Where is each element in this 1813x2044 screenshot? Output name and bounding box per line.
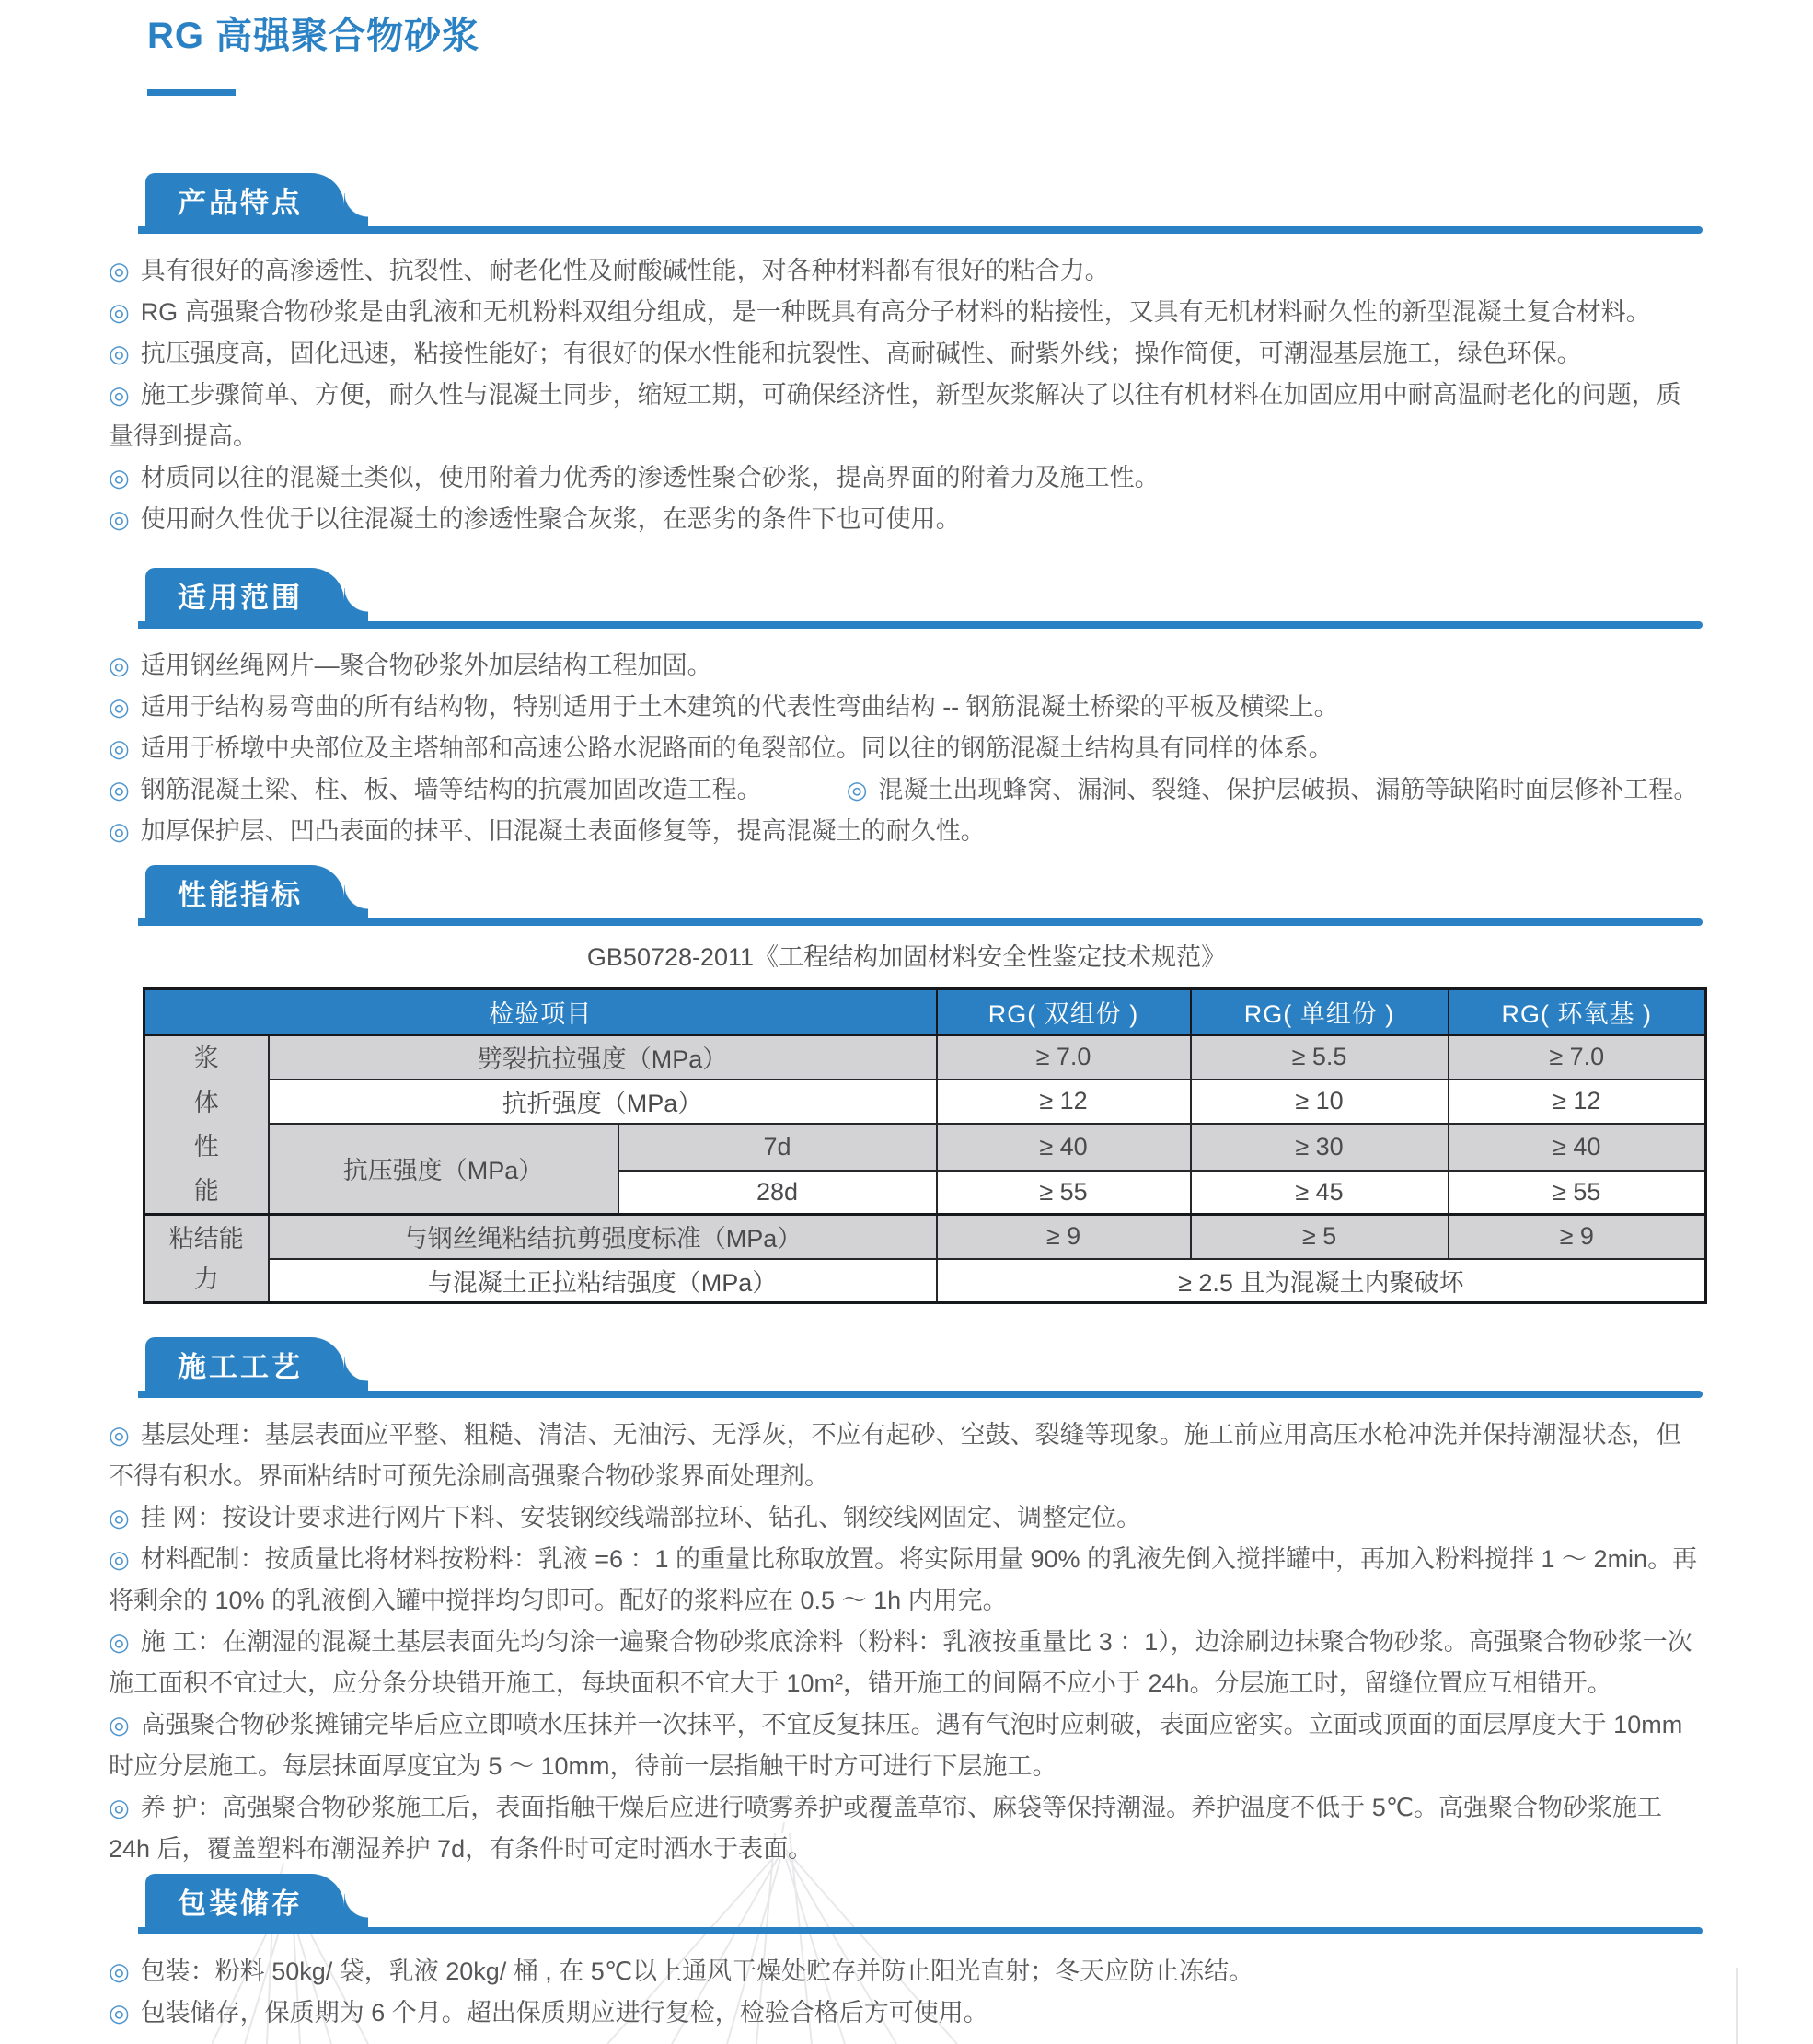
- scope-text: 加厚保护层、凹凸表面的抹平、旧混凝土表面修复等，提高混凝土的耐久性。: [140, 817, 986, 845]
- feature-item: [109, 250, 1704, 292]
- section-performance: [109, 865, 1704, 1304]
- scope-item: [109, 645, 1704, 687]
- table-cell-value: ≥ 7.0: [937, 1035, 1191, 1080]
- process-item: [109, 1787, 1704, 1870]
- process-item: [109, 1415, 1704, 1497]
- table-cell-value: ≥ 30: [1191, 1124, 1449, 1171]
- feature-text: 施工步骤简单、方便，耐久性与混凝土同步，缩短工期，可确保经济性，新型灰浆解决了以往有机材料在加固应用中耐高温耐老化的问题，质量得到提高。: [109, 381, 1681, 450]
- table-cell-value: ≥ 7.0: [1449, 1035, 1706, 1080]
- ring-bullet-icon: ◎: [109, 1957, 130, 1985]
- section-features: [109, 173, 1704, 540]
- section-heading-label: 适用范围: [178, 581, 303, 614]
- ring-bullet-icon: ◎: [109, 693, 130, 721]
- ring-bullet-icon: ◎: [109, 817, 130, 845]
- process-text: 养 护：高强聚合物砂浆施工后，表面指触干燥后应进行喷雾养护或覆盖草帘、麻袋等保持潮湿。养护温度不低于 5℃。高强聚合物砂浆施工 24h 后，覆盖塑料布潮湿养护 7d，有条件时可定时洒水于表面。: [109, 1794, 1663, 1863]
- process-text: 材料配制：按质量比将材料按粉料：乳液 =6 ：1 的重量比称取放置。将实际用量 90% 的乳液先倒入搅拌罐中，再加入粉料搅拌 1 ～ 2min。再将剩余的 10% 的乳液倒入罐中搅拌均匀即可。配好的浆料应在 0.5 ～ 1h 内用完。: [109, 1545, 1698, 1614]
- performance-standard-caption: GB50728-2011《工程结构加固材料安全性鉴定技术规范》: [586, 943, 1227, 971]
- process-item: [109, 1539, 1704, 1622]
- section-heading-label: 包装储存: [178, 1887, 303, 1920]
- section-tab-packaging: [145, 1874, 344, 1927]
- packaging-item: [109, 1951, 1704, 1992]
- table-cell-value: ≥ 5.5: [1191, 1035, 1449, 1080]
- watermark-edge-line: [1736, 1968, 1738, 2044]
- table-header-rgep: RG( 环氧基 ): [1449, 989, 1706, 1035]
- feature-text: RG 高强聚合物砂浆是由乳液和无机粉料双组分组成，是一种既具有高分子材料的粘接性，又具有无机材料耐久性的新型混凝土复合材料。: [140, 298, 1651, 326]
- group-label: 粘结能力: [168, 1224, 244, 1293]
- section-header-process: [109, 1337, 1704, 1398]
- section-tab-process: [145, 1337, 344, 1391]
- scope-text: 适用钢丝绳网片—聚合物砂浆外加层结构工程加固。: [140, 652, 712, 679]
- section-rule: [138, 621, 1703, 629]
- scope-list: [109, 645, 1704, 852]
- process-item: [109, 1622, 1704, 1704]
- process-text: 挂 网：按设计要求进行网片下料、安装钢绞线端部拉环、钻孔、钢绞线网固定、调整定位。: [140, 1504, 1142, 1531]
- ring-bullet-icon: ◎: [109, 298, 130, 326]
- process-text: 基层处理：基层表面应平整、粗糙、清洁、无油污、无浮灰，不应有起砂、空鼓、裂缝等现象。施工前应用高压水枪冲洗并保持潮湿状态，但不得有积水。界面粘结时可预先涂刷高强聚合物砂浆界面处理剂。: [109, 1421, 1681, 1490]
- table-cell-label: 与混凝土正拉粘结强度（MPa）: [269, 1259, 937, 1303]
- section-rule: [138, 226, 1703, 234]
- section-rule: [138, 918, 1703, 926]
- table-cell-label: 抗折强度（MPa）: [269, 1080, 937, 1124]
- table-cell-value: ≥ 40: [1449, 1124, 1706, 1171]
- scope-text: 适用于结构易弯曲的所有结构物，特别适用于土木建筑的代表性弯曲结构 -- 钢筋混凝土桥梁的平板及横梁上。: [140, 693, 1339, 721]
- section-scope: [109, 568, 1704, 852]
- ring-bullet-icon: ◎: [109, 381, 130, 409]
- ring-bullet-icon: ◎: [109, 734, 130, 762]
- table-cell-value: ≥ 5: [1191, 1215, 1449, 1259]
- table-cell-age: 7d: [618, 1124, 937, 1171]
- section-tab-scope: [145, 568, 344, 621]
- feature-item: [109, 499, 1704, 540]
- ring-bullet-icon: ◎: [109, 505, 130, 533]
- feature-text: 材质同以往的混凝土类似，使用附着力优秀的渗透性聚合砂浆，提高界面的附着力及施工性。: [140, 464, 1160, 491]
- scope-item: [109, 687, 1704, 728]
- features-list: [109, 250, 1704, 540]
- table-cell-merged-value: ≥ 2.5 且为混凝土内聚破坏: [937, 1259, 1706, 1303]
- table-row-flexural: [144, 1080, 1706, 1124]
- section-heading-label: 产品特点: [178, 186, 303, 219]
- table-cell-value: ≥ 12: [1449, 1080, 1706, 1124]
- feature-item: [109, 292, 1704, 333]
- section-packaging: [109, 1874, 1704, 2034]
- scope-text: 混凝土出现蜂窝、漏洞、裂缝、保护层破损、漏筋等缺陷时面层修补工程。: [878, 776, 1699, 803]
- section-tab-features: [145, 173, 344, 226]
- packaging-item: [109, 1992, 1704, 2034]
- section-tab-performance: [145, 865, 344, 918]
- packaging-list: [109, 1951, 1704, 2034]
- section-rule: [138, 1927, 1703, 1934]
- table-header-item: 检验项目: [144, 989, 937, 1035]
- process-text: 施 工：在潮湿的混凝土基层表面先均匀涂一遍聚合物砂浆底涂料（粉料：乳液按重量比 3 ：1），边涂刷边抹聚合物砂浆。高强聚合物砂浆一次施工面积不宜过大，应分条分块错开施工，每块面积不宜大于 10m²，错开施工的间隔不应小于 24h。分层施工时，留缝位置应互相错开。: [109, 1628, 1692, 1697]
- table-row-split-tensile: [144, 1035, 1706, 1080]
- ring-bullet-icon: ◎: [109, 464, 130, 491]
- feature-text: 抗压强度高，固化迅速，粘接性能好；有很好的保水性能和抗裂性、高耐碱性、耐紫外线；操作简便，可潮湿基层施工，绿色环保。: [140, 340, 1582, 367]
- table-cell-value: ≥ 12: [937, 1080, 1191, 1124]
- section-heading-label: 性能指标: [178, 878, 303, 911]
- table-cell-label: 与钢丝绳粘结抗剪强度标准（MPa）: [269, 1215, 937, 1259]
- table-header-rg1: RG( 单组份 ): [1191, 989, 1449, 1035]
- feature-text: 具有很好的高渗透性、抗裂性、耐老化性及耐酸碱性能，对各种材料都有很好的粘合力。: [140, 257, 1110, 284]
- feature-text: 使用耐久性优于以往混凝土的渗透性聚合灰浆，在恶劣的条件下也可使用。: [140, 505, 961, 533]
- packaging-text: 包装储存，保质期为 6 个月。超出保质期应进行复检，检验合格后方可使用。: [140, 1999, 988, 2027]
- ring-bullet-icon: ◎: [109, 340, 130, 367]
- ring-bullet-icon: ◎: [109, 1999, 130, 2027]
- ring-bullet-icon: ◎: [109, 1504, 130, 1531]
- table-cell-value: ≥ 45: [1191, 1171, 1449, 1215]
- table-cell-value: ≥ 10: [1191, 1080, 1449, 1124]
- table-cell-age: 28d: [618, 1171, 937, 1215]
- process-list: [109, 1415, 1704, 1870]
- feature-item: [109, 375, 1704, 457]
- table-cell-label: 劈裂抗拉强度（MPa）: [269, 1035, 937, 1080]
- section-rule: [138, 1391, 1703, 1398]
- page-title: RG 高强聚合物砂浆: [147, 16, 480, 56]
- table-cell-value: ≥ 40: [937, 1124, 1191, 1171]
- section-header-packaging: [109, 1874, 1704, 1934]
- feature-item: [109, 457, 1704, 499]
- table-cell-compressive-label: 抗压强度（MPa）: [269, 1124, 618, 1215]
- section-header-performance: [109, 865, 1704, 926]
- ring-bullet-icon: ◎: [109, 1628, 130, 1656]
- section-process: [109, 1337, 1704, 1870]
- process-text: 高强聚合物砂浆摊铺完毕后应立即喷水压抹并一次抹平，不宜反复抹压。遇有气泡时应刺破，表面应密实。立面或顶面的面层厚度大于 10mm 时应分层施工。每层抹面厚度宜为 5 ～ 10mm，待前一层指触干时方可进行下层施工。: [109, 1711, 1683, 1780]
- table-header-row: [144, 989, 1706, 1035]
- ring-bullet-icon: ◎: [846, 776, 868, 803]
- table-row-concrete-bond: [144, 1259, 1706, 1303]
- packaging-text: 包装：粉料 50kg/ 袋，乳液 20kg/ 桶 , 在 5℃以上通风干燥处贮存并防止阳光直射；冬天应防止冻结。: [140, 1957, 1254, 1985]
- process-item: [109, 1497, 1704, 1539]
- table-cell-value: ≥ 55: [937, 1171, 1191, 1215]
- feature-item: [109, 333, 1704, 375]
- ring-bullet-icon: ◎: [109, 257, 130, 284]
- ring-bullet-icon: ◎: [109, 1421, 130, 1449]
- scope-item: [109, 728, 1704, 769]
- section-heading-label: 施工工艺: [178, 1350, 303, 1383]
- section-header-features: [109, 173, 1704, 234]
- ring-bullet-icon: ◎: [109, 1545, 130, 1573]
- table-row-wire-shear: [144, 1215, 1706, 1259]
- scope-text: 适用于桥墩中央部位及主塔轴部和高速公路水泥路面的龟裂部位。同以往的钢筋混凝土结构具有同样的体系。: [140, 734, 1334, 762]
- table-cell-value: ≥ 9: [1449, 1215, 1706, 1259]
- title-underline: [147, 89, 236, 96]
- ring-bullet-icon: ◎: [109, 1711, 130, 1738]
- table-group-cell-paste: [144, 1035, 269, 1215]
- table-row-compressive-7d: [144, 1124, 1706, 1171]
- section-header-scope: [109, 568, 1704, 629]
- group-label: 浆体性能: [193, 1045, 219, 1205]
- scope-text: 钢筋混凝土梁、柱、板、墙等结构的抗震加固改造工程。: [140, 776, 762, 803]
- table-cell-value: ≥ 55: [1449, 1171, 1706, 1215]
- scope-item: [109, 811, 1704, 852]
- ring-bullet-icon: ◎: [109, 652, 130, 679]
- performance-table: [143, 987, 1707, 1304]
- ring-bullet-icon: ◎: [109, 1794, 130, 1821]
- table-cell-value: ≥ 9: [937, 1215, 1191, 1259]
- ring-bullet-icon: ◎: [109, 776, 130, 803]
- scope-item-dual: [109, 769, 1704, 811]
- table-group-cell-bond: [144, 1215, 269, 1303]
- process-item: [109, 1704, 1704, 1787]
- table-header-rg2: RG( 双组份 ): [937, 989, 1191, 1035]
